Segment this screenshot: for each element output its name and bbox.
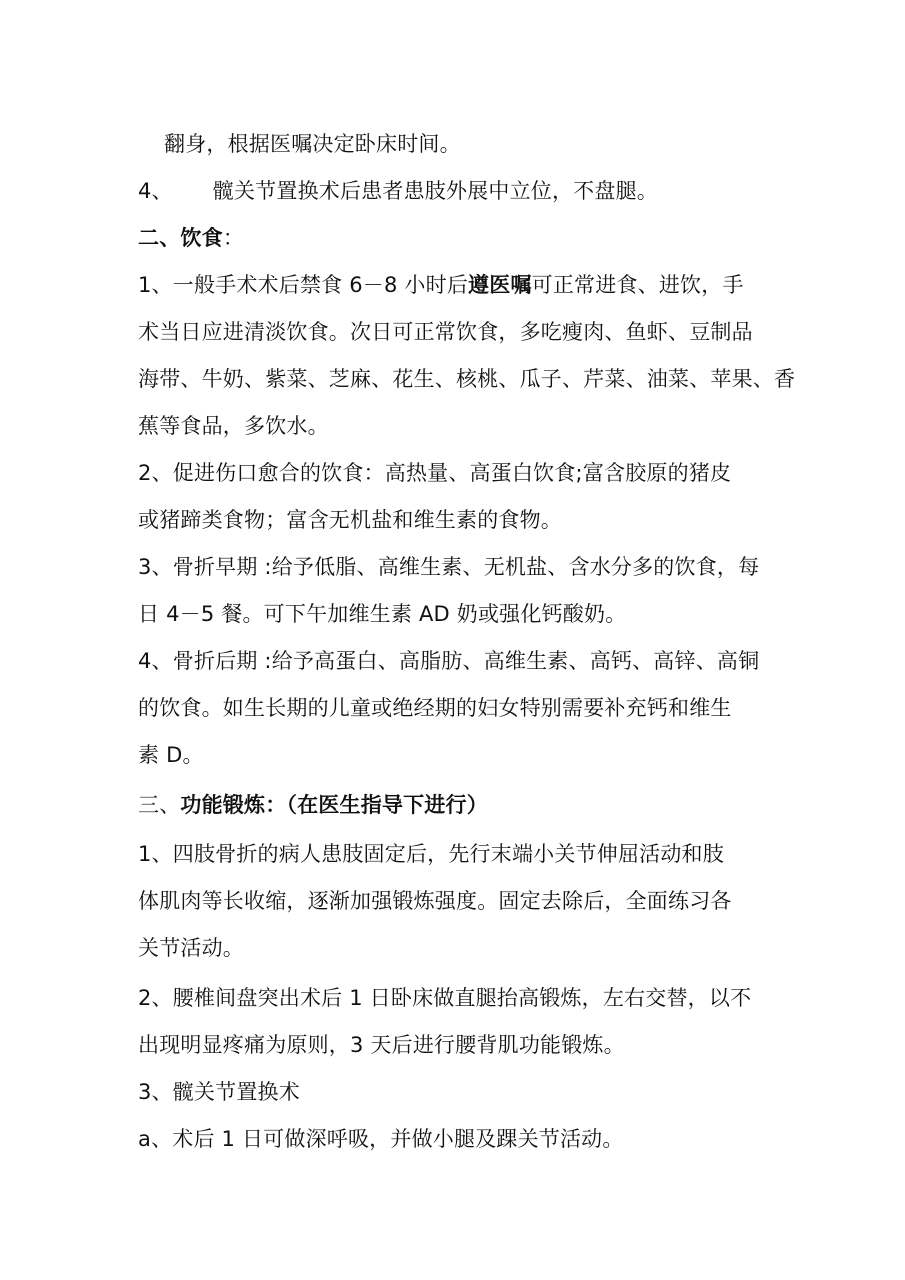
heading-text: 功能锻炼：（在医生指导下进行） — [180, 793, 488, 817]
text-line: 海带、牛奶、紫菜、芝麻、花生、核桃、瓜子、芹菜、油菜、苹果、香 — [138, 367, 796, 391]
text-line: 4、骨折后期 :给予高蛋白、高脂肪、高维生素、高钙、高锌、高铜 — [138, 649, 760, 673]
text-segment: 1、一般手术术后禁食 6－8 小时后 — [138, 273, 469, 297]
text-segment: 可正常进食、进饮，手 — [531, 273, 744, 297]
text-line: 关节活动。 — [138, 936, 244, 960]
text-line: 日 4－5 餐。可下午加维生素 AD 奶或强化钙酸奶。 — [138, 602, 627, 626]
bold-segment: 遵医嘱 — [468, 273, 532, 297]
heading-colon: ： — [222, 226, 245, 250]
text-line: 翻身，根据医嘱决定卧床时间。 — [164, 132, 461, 156]
text-line: 2、促进伤口愈合的饮食：高热量、高蛋白饮食;富含胶原的猪皮 — [138, 461, 732, 485]
list-item — [138, 177, 778, 205]
text-line: 或猪蹄类食物；富含无机盐和维生素的食物。 — [138, 508, 562, 532]
section-heading-diet — [138, 224, 778, 252]
text-line — [138, 271, 778, 299]
text-line: 素 D。 — [138, 743, 204, 767]
text-line: 的饮食。如生长期的儿童或绝经期的妇女特别需要补充钙和维生 — [138, 696, 732, 720]
text-line: 1、四肢骨折的病人患肢固定后，先行末端小关节伸屈活动和肢 — [138, 842, 724, 866]
text-line: a、术后 1 日可做深呼吸，并做小腿及踝关节活动。 — [138, 1127, 624, 1151]
item-text: 髋关节置换术后患者患肢外展中立位，不盘腿。 — [212, 179, 658, 203]
text-line: 2、腰椎间盘突出术后 1 日卧床做直腿抬高锻炼，左右交替，以不 — [138, 986, 752, 1010]
text-line: 3、骨折早期 :给予低脂、高维生素、无机盐、含水分多的饮食，每 — [138, 555, 760, 579]
heading-number: 三、 — [138, 793, 181, 817]
text-line: 体肌肉等长收缩，逐渐加强锻炼强度。固定去除后，全面练习各 — [138, 889, 732, 913]
text-line: 出现明显疼痛为原则，3 天后进行腰背肌功能锻炼。 — [138, 1033, 625, 1057]
heading-text: 二、饮食 — [138, 226, 223, 250]
section-heading-exercise — [138, 791, 778, 819]
text-line: 蕉等食品，多饮水。 — [138, 414, 329, 438]
item-number: 4、 — [138, 179, 173, 203]
text-line: 3、髋关节置换术 — [138, 1080, 300, 1104]
text-line: 术当日应进清淡饮食。次日可正常饮食，多吃瘦肉、鱼虾、豆制品 — [138, 320, 753, 344]
